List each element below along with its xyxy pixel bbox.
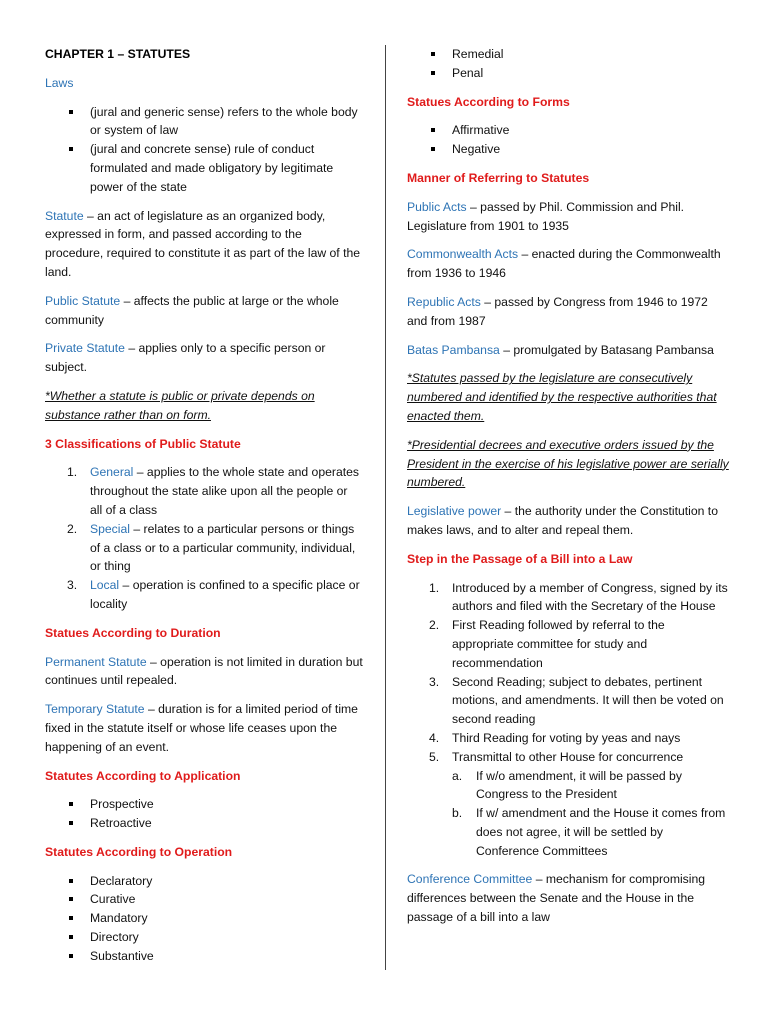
classification-def: – relates to a particular persons or things of a class or to a particular community, individual, or thing: [90, 521, 356, 574]
list-item: Prospective: [45, 795, 363, 814]
list-item: [407, 729, 729, 748]
commonwealth-acts-term: Commonwealth Acts: [407, 247, 519, 262]
laws-list: [45, 103, 363, 197]
note-public-private: *Whether a statute is public or private depends on substance rather than on form.: [45, 388, 315, 422]
public-acts-def: – passed by Phil. Commission and Phil. Legislature from 1901 to 1935: [407, 199, 685, 233]
public-acts-definition: [407, 198, 729, 236]
list-item: Remedial: [407, 45, 729, 64]
public-statute-def: – affects the public at large or the whole community: [45, 293, 339, 327]
list-item: Retroactive: [45, 814, 363, 833]
list-number: 3.: [429, 674, 440, 689]
legislative-power-definition: [407, 502, 729, 540]
legislative-power-def: – the authority under the Constitution to makes laws, and to alter and repeal them.: [407, 504, 718, 537]
commonwealth-acts-def: – enacted during the Commonwealth from 1936 to 1946: [407, 247, 721, 281]
substep-text: If w/o amendment, it will be passed by Congress to the President: [476, 768, 682, 802]
step-text: Second Reading; subject to debates, pertinent motions, and amendments. It will then be voted on second reading: [452, 674, 724, 727]
list-item: [407, 616, 729, 672]
public-acts-term: Public Acts: [407, 199, 467, 214]
manner-heading: Manner of Referring to Statutes: [407, 170, 590, 185]
list-item: Penal: [407, 64, 729, 83]
classification-term: Local: [90, 578, 120, 593]
list-item: Affirmative: [407, 121, 729, 140]
right-column: [407, 0, 729, 937]
temporary-term: Temporary Statute: [45, 702, 145, 717]
chapter-title: CHAPTER 1 – STATUTES: [45, 47, 191, 61]
list-number: 3.: [67, 578, 78, 593]
list-letter: a.: [452, 768, 463, 783]
private-statute-definition: [45, 339, 363, 377]
list-item: [45, 520, 363, 576]
list-number: 4.: [429, 730, 440, 745]
classifications-list: [45, 463, 363, 613]
permanent-def: – operation is not limited in duration but continues until repealed.: [45, 654, 363, 688]
list-item: Substantive: [45, 947, 363, 966]
note-decrees: *Presidential decrees and executive orders issued by the President in the exercise of his legislative power are serially numbered.: [407, 437, 729, 490]
temporary-statute-definition: [45, 700, 363, 756]
list-number: 5.: [429, 749, 440, 764]
conference-term: Conference Committee: [407, 872, 533, 887]
batas-term: Batas Pambansa: [407, 342, 500, 357]
list-item: Negative: [407, 140, 729, 159]
list-number: 1.: [429, 580, 440, 595]
list-number: 2.: [67, 521, 78, 536]
list-item: [407, 673, 729, 729]
permanent-term: Permanent Statute: [45, 654, 147, 669]
conference-committee-definition: [407, 870, 729, 926]
list-number: 2.: [429, 618, 440, 633]
column-divider: [385, 45, 386, 970]
step-text: Introduced by a member of Congress, signed by its authors and filed with the Secretary of the House: [452, 580, 728, 614]
list-item: [45, 576, 363, 614]
classification-def: – applies to the whole state and operates throughout the state alike upon all the people or all of a class: [90, 465, 359, 517]
commonwealth-acts-definition: [407, 245, 729, 283]
list-item: [45, 463, 363, 519]
list-item: [452, 804, 729, 860]
forms-heading: Statues According to Forms: [407, 94, 570, 109]
list-item: (jural and generic sense) refers to the whole body or system of law: [45, 103, 363, 141]
public-statute-term: Public Statute: [45, 293, 121, 308]
republic-acts-definition: [407, 293, 729, 331]
statute-definition: [45, 207, 363, 282]
list-item: Curative: [45, 890, 363, 909]
list-item: Declaratory: [45, 872, 363, 891]
private-statute-term: Private Statute: [45, 341, 125, 356]
batas-pambansa-definition: [407, 341, 729, 360]
republic-acts-term: Republic Acts: [407, 294, 481, 309]
public-statute-definition: [45, 292, 363, 330]
permanent-statute-definition: [45, 653, 363, 691]
republic-acts-def: – passed by Congress from 1946 to 1972 and from 1987: [407, 294, 708, 328]
step-text: First Reading followed by referral to the appropriate committee for study and recommendation: [452, 618, 665, 670]
batas-def: – promulgated by Batasang Pambansa: [499, 342, 714, 357]
temporary-def: – duration is for a limited period of time fixed in the statute itself or whose life ceases upon the happening of an event.: [45, 702, 358, 754]
substeps-list: [452, 767, 729, 861]
list-number: 1.: [67, 465, 78, 480]
application-heading: Statutes According to Application: [45, 768, 241, 783]
classifications-heading: 3 Classifications of Public Statute: [45, 436, 241, 451]
forms-list: [407, 121, 729, 159]
left-column: [45, 0, 363, 976]
operation-list: [45, 872, 363, 966]
legislative-power-term: Legislative power: [407, 504, 502, 519]
application-list: [45, 795, 363, 833]
steps-heading: Step in the Passage of a Bill into a Law: [407, 551, 633, 566]
list-item: Directory: [45, 928, 363, 947]
duration-heading: Statues According to Duration: [45, 625, 221, 640]
classification-term: Special: [90, 521, 130, 536]
classification-term: General: [90, 465, 134, 480]
step-text: Transmittal to other House for concurrence: [452, 749, 684, 764]
list-item: [452, 767, 729, 805]
list-letter: b.: [452, 806, 463, 821]
steps-list: [407, 579, 729, 861]
classification-def: – operation is confined to a specific place or locality: [90, 578, 360, 611]
statute-term: Statute: [45, 208, 84, 223]
statute-def: – an act of legislature as an organized body, expressed in form, and passed according to the procedure, required to constitute it as part of the law of the land.: [45, 208, 361, 279]
conference-def: – mechanism for compromising differences between the Senate and the House in the passage of a bill into a law: [407, 872, 706, 925]
step-text: Third Reading for voting by yeas and nays: [452, 730, 681, 745]
substep-text: If w/ amendment and the House it comes from does not agree, it will be settled by Conference Committees: [476, 806, 726, 858]
operation-list-continued: [407, 45, 729, 83]
list-item: Mandatory: [45, 909, 363, 928]
list-item: [407, 748, 729, 861]
list-item: (jural and concrete sense) rule of conduct formulated and made obligatory by legitimate power of the state: [45, 140, 363, 196]
list-item: [407, 579, 729, 617]
note-statutes: *Statutes passed by the legislature are consecutively numbered and identified by the respective authorities that enacted them.: [407, 371, 717, 423]
laws-heading: Laws: [45, 75, 74, 90]
operation-heading: Statutes According to Operation: [45, 844, 233, 859]
private-statute-def: – applies only to a specific person or subject.: [45, 341, 326, 375]
